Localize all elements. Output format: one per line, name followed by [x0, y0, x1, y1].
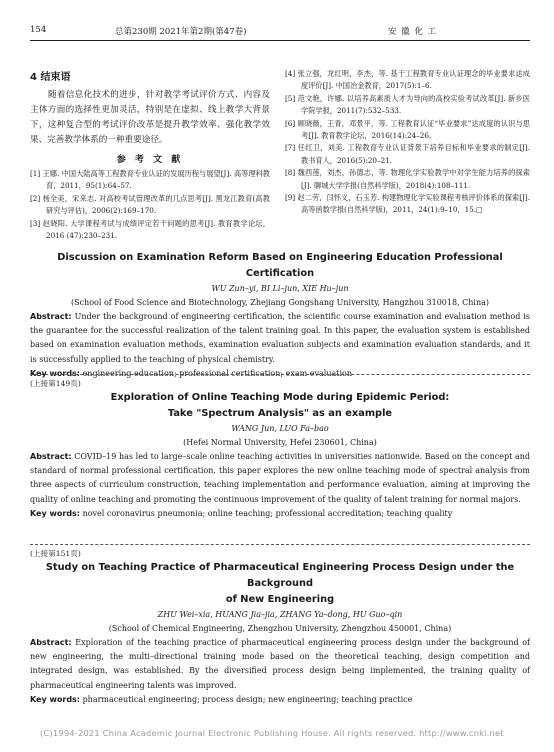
- article-title-line2: of New Engineering: [225, 594, 335, 605]
- reference-item: [2] 杨全美，宋来志. 对高校考试管理改革的几点思考[J]. 黑龙江教育(高教研究与评估)，2006(2):169–170.: [30, 193, 270, 216]
- english-abstract-2: [30, 378, 530, 521]
- continuation-note: (上接第149页): [30, 379, 81, 388]
- journal-issue-info: 总第230期 2021年第2期(第47卷): [115, 27, 247, 37]
- dashed-divider: [30, 374, 530, 375]
- article-affiliation: (Hefei Normal University, Hefei 230601, China): [183, 438, 377, 447]
- article-title-line2: Take "Spectrum Analysis" as an example: [167, 408, 393, 419]
- journal-name: 安 徽 化 工: [388, 27, 438, 37]
- keywords-label: Key words:: [30, 368, 81, 378]
- conclusion-paragraph: 随着信息化技术的进步，针对教学考试评价方式、内容及主体方面的选择性更加灵活，特别是在虚拟、线上教学大背景下，这种复合型的考试评价改革是提升教学效率、强化教学效果、完善教学体系的一种重要途径。: [30, 90, 270, 145]
- article-title: Discussion on Examination Reform Based on Engineering Education Professional Certification: [57, 252, 503, 279]
- article-abstract: [30, 636, 530, 693]
- abstract-label: Abstract:: [30, 312, 72, 321]
- english-abstract-1: [30, 250, 530, 381]
- dashed-divider: [30, 544, 530, 545]
- reference-item: [9] 赵二劳，闫怀义，石玉芳. 构建物理化学实验课程考核评价体系的探索[J]. 高等函数学报(自然科学版)，2011，24(1):9–10，15.□: [285, 193, 530, 215]
- reference-item: [7] 任红卫，刘美. 工程教育专业认证背景下培养目标和毕业要求的制定[J]. 教书育人，2016(5):20–21.: [285, 143, 530, 165]
- copyright-footer: (C)1994-2021 China Academic Journal Electronic Publishing House. All rights reserved. http://www.cnki.net: [40, 728, 504, 738]
- article-authors: WU Zun–yi, BI Li–jun, XIE Hu–jun: [211, 284, 349, 293]
- keywords-text: novel coronavirus pneumonia; online teaching; professional accreditation; teaching quality: [82, 508, 453, 518]
- reference-item: [1] 王娜. 中国大陆高等工程教育专业认证的发展历程与展望[J]. 高等理科教育，2011，95(1):64–57.: [30, 169, 270, 191]
- article-title: Study on Teaching Practice of Pharmaceutical Engineering Process Design under the Background: [45, 562, 515, 589]
- reference-item: [8] 魏西莲，刘杰，孙德志，等. 物理化学实验教学中对学生能力培养的探索[J]. 聊城大学学报(自然科学版)，2018(4):108–111.: [285, 168, 530, 190]
- article-title: Exploration of Online Teaching Mode during Epidemic Period:: [110, 392, 450, 403]
- abstract-text: Exploration of the teaching practice of pharmaceutical engineering process design under the background of new engineering, the multi–directional training mode based on the theoretical teaching, design competition and integrated design, was established. By the diversified process design being implemented, the training quality of pharmaceutical engineering talents was improved.: [30, 638, 531, 690]
- left-column: [30, 68, 270, 242]
- english-abstract-3: [30, 548, 530, 707]
- running-header: [30, 25, 530, 39]
- references-heading: 参 考 文 献: [116, 155, 184, 165]
- abstract-text: COVID–19 has led to large–scale online teaching activities in universities nationwide. Based on the concept and standard of normal professional certification, this paper explores the new online teaching mode of spectral analysis from three aspects of curriculum construction, teaching implementation and performance evaluation, aiming at improving the quality of online teaching and promoting the continuous improvement of the quality of talent training for normal majors.: [30, 452, 530, 504]
- article-authors: WANG Jun, LUO Fa–bao: [231, 424, 329, 433]
- article-abstract: [30, 310, 530, 367]
- keywords-text: pharmaceutical engineering; process design; new engineering; teaching practice: [82, 694, 413, 704]
- reference-item: [3] 赵晓阳. 大学课程考试与成绩评定若干问题的思考[J]. 教育教学论坛，2016 (47):230–231.: [30, 218, 270, 241]
- abstract-label: Abstract:: [30, 452, 72, 461]
- page-number: 154: [30, 25, 47, 35]
- header-rule: [30, 40, 530, 41]
- abstract-text: Under the background of engineering certification, the scientific course examination and evaluation method is the guarantee for the successful realization of the talent training goal. In this paper, the evaluation system is established based on examination evaluation methods, examination evaluation subjects and examination evaluation standards, and it is successfully applied to the teaching of physical chemistry.: [30, 312, 530, 364]
- article-keywords: [30, 507, 530, 521]
- keywords-label: Key words:: [30, 694, 81, 704]
- keywords-text: engineering education; professional certification; exam evaluation: [82, 368, 353, 378]
- continuation-note: (上接第151页): [30, 549, 81, 558]
- article-affiliation: (School of Food Science and Biotechnology, Zhejiang Gongshang University, Hangzhou 310018, China): [70, 298, 490, 307]
- article-keywords: [30, 693, 530, 707]
- reference-item: [6] 顾晓薇，王青，邓景平，等. 工程教育认证“毕业要求”达成度的认识与思考[J]. 教育教学论坛，2016(14):24–26.: [285, 118, 530, 141]
- right-column: [285, 68, 530, 217]
- keywords-label: Key words:: [30, 508, 81, 518]
- article-affiliation: (School of Chemical Engineering, Zhengzhou University, Zhengzhou 450001, China): [108, 624, 452, 633]
- article-abstract: [30, 450, 530, 507]
- abstract-label: Abstract:: [30, 638, 72, 647]
- section-heading: 4 结束语: [30, 72, 71, 83]
- reference-item: [4] 张立强，龙红明，李杰，等. 基于工程教育专业认证理念的毕业要求达成度评价[J]. 中国冶金教育，2017(5):1–6.: [285, 69, 530, 91]
- article-authors: ZHU Wei–xia, HUANG Jia–jia, ZHANG Ya–dong, HU Guo–qin: [157, 610, 403, 619]
- reference-item: [5] 范文艳，许娜. 以培养高素质人才为导向的高校实验考试改革[J]. 新乡医学院学报，2011(7):532–533.: [285, 93, 530, 116]
